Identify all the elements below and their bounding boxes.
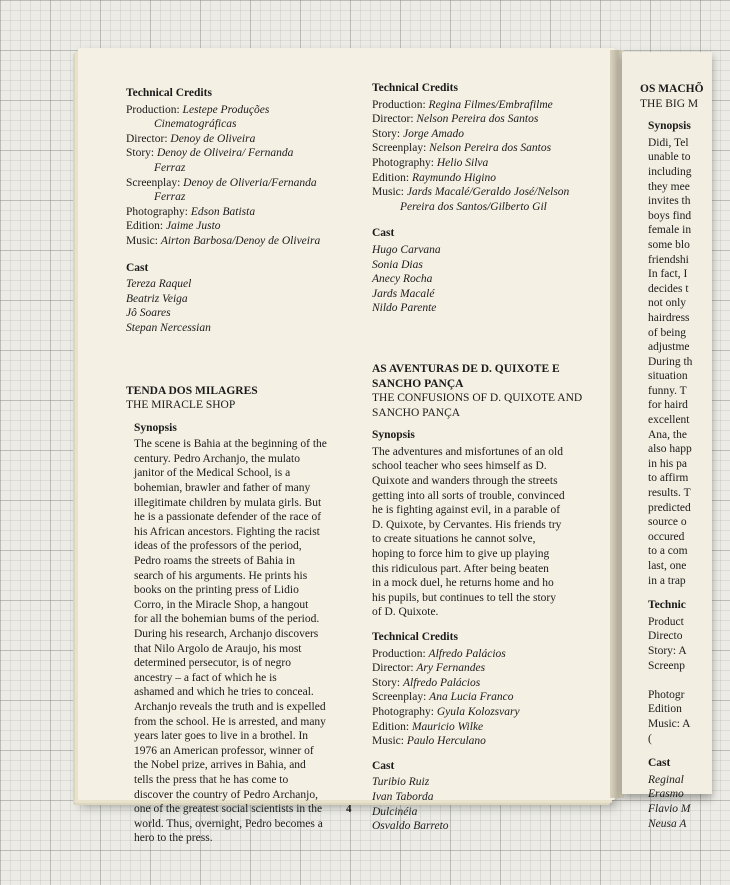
cast-member: Anecy Rocha bbox=[372, 273, 433, 286]
credit-line bbox=[126, 146, 336, 161]
credit-role: Screenplay: bbox=[372, 142, 430, 155]
credit-name: Denoy de Oliveira/ Fernanda bbox=[157, 147, 294, 160]
synopsis-line: During th bbox=[648, 355, 693, 368]
credits-list-2 bbox=[372, 647, 604, 749]
credit-name: Jaime Justo bbox=[165, 220, 221, 233]
credit-name: Jards Macalé/Geraldo José/Nelson bbox=[406, 186, 570, 199]
synopsis-line: he is fighting against evil, in a parable of bbox=[372, 504, 561, 517]
synopsis-line: also happ bbox=[648, 443, 692, 456]
synopsis-line: predicted bbox=[648, 501, 691, 514]
cast-heading: Cast bbox=[126, 261, 149, 274]
cast-member: Ivan Taborda bbox=[372, 790, 434, 803]
film-title-line-2: SANCHO PANÇA bbox=[372, 377, 464, 390]
credit-continuation bbox=[126, 161, 336, 176]
synopsis-line: that Nilo Argolo de Araujo, his most bbox=[134, 642, 302, 655]
credit-continuation bbox=[126, 190, 336, 205]
credit-line bbox=[372, 734, 604, 749]
credit-role: Edition: bbox=[372, 720, 412, 733]
credit-line bbox=[372, 720, 604, 735]
left-page bbox=[78, 48, 615, 845]
credits-heading-2: Technical Credits bbox=[372, 631, 458, 643]
synopsis-line: situation bbox=[648, 370, 688, 383]
synopsis-line: source o bbox=[648, 516, 687, 529]
synopsis-line: female in bbox=[648, 224, 692, 237]
cast-member: Sonia Dias bbox=[372, 258, 423, 271]
synopsis-line: in a mock duel, he returns home and ho bbox=[372, 577, 554, 590]
credit-name: Nelson Pereira dos Santos bbox=[416, 113, 539, 126]
page-number: 4 bbox=[346, 803, 352, 815]
synopsis-line: janitor of the Medical School, is a bbox=[134, 467, 291, 480]
credit-line bbox=[126, 132, 336, 147]
synopsis-text bbox=[134, 437, 336, 846]
credit-line: Music: A bbox=[648, 717, 691, 730]
cast-member: Beatriz Veiga bbox=[126, 292, 188, 305]
credit-role: Photography: bbox=[126, 205, 191, 218]
synopsis-line: from the school. He is arrested, and many bbox=[134, 715, 326, 728]
credit-line bbox=[372, 690, 604, 705]
credit-line: Screenp bbox=[648, 659, 686, 672]
credit-name: Alfredo Palácios bbox=[428, 647, 506, 660]
synopsis-line: in his pa bbox=[648, 457, 687, 470]
credit-name: Lestepe Produções bbox=[182, 103, 270, 116]
synopsis-line: to affirm bbox=[648, 472, 689, 485]
synopsis-line: boys find bbox=[648, 209, 692, 222]
credit-role: Production: bbox=[372, 647, 429, 660]
synopsis-line: discover the country of Pedro Archanjo, bbox=[134, 788, 318, 801]
synopsis-heading: Synopsis bbox=[648, 120, 691, 133]
synopsis-line: decides t bbox=[648, 282, 689, 295]
credit-role: Music: bbox=[372, 735, 407, 748]
credit-line bbox=[126, 176, 336, 191]
credit-line bbox=[372, 661, 604, 676]
credit-line bbox=[372, 112, 604, 127]
credit-line: Story: A bbox=[648, 644, 687, 657]
synopsis-line: in a trap bbox=[648, 574, 686, 587]
right-page bbox=[622, 52, 712, 830]
synopsis-line: 1976 an American professor, winner of bbox=[134, 744, 314, 757]
credit-name: Pereira dos Santos/Gilberto Gil bbox=[400, 200, 547, 213]
cast-member: Reginal bbox=[648, 773, 684, 786]
credit-name: Jorge Amado bbox=[403, 127, 465, 140]
credit-role: Screenplay: bbox=[372, 691, 430, 704]
cast-member: Flavio M bbox=[648, 802, 691, 815]
synopsis-line: ideas of the professors of the period, bbox=[134, 540, 302, 553]
credit-line bbox=[372, 156, 604, 171]
credit-line: Product bbox=[648, 615, 684, 628]
left-column bbox=[126, 86, 336, 846]
credits-heading: Technical Credits bbox=[372, 82, 458, 94]
film-title: TENDA DOS MILAGRES bbox=[126, 384, 258, 397]
synopsis-line: including bbox=[648, 165, 692, 178]
cast-member: Turibio Ruiz bbox=[372, 776, 430, 789]
film-subtitle-line-1: THE CONFUSIONS OF D. QUIXOTE AND bbox=[372, 392, 583, 405]
synopsis-line: Ana, the bbox=[648, 428, 687, 441]
credits-heading: Technical Credits bbox=[126, 87, 212, 99]
cast-heading-2: Cast bbox=[372, 759, 395, 772]
synopsis-line: Didi, Tel bbox=[648, 136, 689, 149]
synopsis-heading: Synopsis bbox=[134, 421, 177, 434]
credit-name: Mauricio Wilke bbox=[411, 720, 484, 733]
credit-line bbox=[372, 676, 604, 691]
cast-member: Stepan Nercessian bbox=[126, 321, 211, 334]
credit-role: Music: bbox=[372, 186, 407, 199]
synopsis-line: In fact, I bbox=[648, 268, 688, 281]
film-subtitle-line-2: SANCHO PANÇA bbox=[372, 406, 461, 419]
synopsis-line: world. Thus, overnight, Pedro becomes a bbox=[134, 817, 323, 830]
synopsis-line: Pedro roams the streets of Bahia in bbox=[134, 555, 295, 568]
synopsis-line: search of his arguments. He prints his bbox=[134, 569, 308, 582]
credit-name: Regina Filmes/Embrafilme bbox=[428, 98, 553, 111]
credit-line: ( bbox=[648, 732, 652, 745]
synopsis-line: adjustme bbox=[648, 341, 690, 354]
credit-continuation bbox=[126, 117, 336, 132]
synopsis-line: bohemian, brawler and father of many bbox=[134, 482, 311, 495]
cast-heading: Cast bbox=[648, 757, 671, 770]
synopsis-line: not only bbox=[648, 297, 687, 310]
cast-list-2 bbox=[372, 775, 604, 833]
synopsis-line: century. Pedro Archanjo, the mulato bbox=[134, 452, 300, 465]
synopsis-text bbox=[372, 445, 604, 620]
credit-name: Ana Lucia Franco bbox=[429, 691, 514, 704]
film-subtitle: THE MIRACLE SHOP bbox=[126, 399, 236, 412]
credit-line bbox=[372, 647, 604, 662]
credit-name: Raymundo Higino bbox=[411, 171, 496, 184]
credit-name: Gyula Kolozsvary bbox=[436, 705, 520, 718]
cast-member: Tereza Raquel bbox=[126, 278, 192, 291]
synopsis-line: school teacher who sees himself as D. bbox=[372, 460, 547, 473]
credit-role: Story: bbox=[372, 127, 403, 140]
synopsis-line: years later goes to live in a brothel. In bbox=[134, 730, 309, 743]
synopsis-line: D. Quixote, by Cervantes. His friends try bbox=[372, 518, 562, 531]
synopsis-line: The adventures and misfortunes of an old bbox=[372, 445, 563, 458]
credit-role: Edition: bbox=[372, 171, 412, 184]
synopsis-line: the Nobel prize, arrives in Bahia, and bbox=[134, 759, 306, 772]
synopsis-line: results. T bbox=[648, 487, 691, 500]
synopsis-line: of being bbox=[648, 326, 687, 339]
credit-line bbox=[372, 141, 604, 156]
credits-list bbox=[372, 98, 604, 215]
credit-name: Denoy de Oliveria/Fernanda bbox=[183, 176, 317, 189]
synopsis-line: During his research, Archanjo discovers bbox=[134, 628, 319, 640]
credit-line bbox=[372, 171, 604, 186]
credit-line bbox=[126, 103, 336, 118]
credit-role: Screenplay: bbox=[126, 176, 184, 189]
synopsis-line: to create situations he cannot solve, bbox=[372, 533, 536, 546]
synopsis-line: ashamed and which he tries to conceal. bbox=[134, 686, 314, 699]
credits-list bbox=[126, 103, 336, 249]
right-page-column bbox=[640, 82, 730, 831]
film-title: OS MACHÕ bbox=[640, 83, 704, 95]
credit-line: Photogr bbox=[648, 688, 685, 701]
synopsis-line: hairdress bbox=[648, 311, 690, 324]
synopsis-line: for haird bbox=[648, 399, 688, 412]
synopsis-line: funny. T bbox=[648, 384, 687, 397]
synopsis-line: determined persecutor, is of negro bbox=[134, 657, 291, 670]
synopsis-line: Quixote and wanders through the streets bbox=[372, 475, 558, 488]
synopsis-line: he is a passionate defender of the race of bbox=[134, 511, 322, 524]
synopsis-line: occured bbox=[648, 530, 685, 543]
credit-line bbox=[372, 185, 604, 200]
credit-line bbox=[372, 98, 604, 113]
synopsis-line: hero to the press. bbox=[134, 832, 213, 845]
credit-name: Ferraz bbox=[154, 161, 186, 174]
synopsis-line: ancestry – a fact of which he is bbox=[134, 671, 277, 684]
credit-name: Helio Silva bbox=[436, 156, 489, 169]
synopsis-text bbox=[648, 136, 730, 588]
synopsis-line: hoping to force him to give up playing bbox=[372, 548, 550, 561]
synopsis-line: The scene is Bahia at the beginning of the bbox=[134, 438, 327, 451]
credit-line bbox=[126, 205, 336, 220]
synopsis-line: of D. Quixote. bbox=[372, 606, 439, 619]
film-title-line-1: AS AVENTURAS DE D. QUIXOTE E bbox=[372, 362, 560, 375]
cast-member: Dulcinéia bbox=[372, 805, 418, 818]
credit-line: Directo bbox=[648, 630, 683, 643]
credit-line: Edition bbox=[648, 703, 682, 716]
credit-line bbox=[126, 219, 336, 234]
synopsis-line: his pupils, but continues to tell the story bbox=[372, 591, 556, 604]
cast-member: Hugo Carvana bbox=[372, 243, 441, 256]
credit-name: Ary Fernandes bbox=[416, 662, 486, 675]
cast-list bbox=[126, 277, 336, 335]
synopsis-line: they mee bbox=[648, 180, 690, 193]
credit-role: Music: bbox=[126, 234, 161, 247]
cast-list bbox=[372, 243, 604, 316]
synopsis-line: books on the printing press of Lidio bbox=[134, 584, 299, 597]
synopsis-line: friendshi bbox=[648, 253, 689, 266]
credits-heading: Technic bbox=[648, 599, 686, 612]
cast-member: Erasmo bbox=[648, 788, 684, 801]
synopsis-line: tells the press that he has come to bbox=[134, 773, 289, 786]
synopsis-line: this ridiculous part. After being beaten bbox=[372, 562, 549, 575]
credit-role: Director: bbox=[372, 662, 417, 675]
credit-line bbox=[372, 127, 604, 142]
cast-member: Neusa A bbox=[648, 817, 687, 830]
credit-role: Production: bbox=[126, 103, 183, 116]
synopsis-line: to a com bbox=[648, 545, 688, 558]
credit-name: Alfredo Palácios bbox=[403, 676, 481, 689]
credit-line bbox=[126, 234, 336, 249]
synopsis-line: for all the bohemian bums of the period. bbox=[134, 613, 320, 626]
credit-role: Production: bbox=[372, 98, 429, 111]
synopsis-line: Corro, in the Miracle Shop, a hangout bbox=[134, 598, 309, 611]
cast-member: Osvaldo Barreto bbox=[372, 820, 449, 833]
film-subtitle: THE BIG M bbox=[640, 97, 699, 110]
synopsis-line: illegitimate children by mulata girls. But bbox=[134, 496, 322, 509]
synopsis-line: his African ancestors. Fighting the racist bbox=[134, 525, 320, 538]
cast-heading: Cast bbox=[372, 227, 395, 240]
credit-role: Photography: bbox=[372, 705, 437, 718]
synopsis-line: unable to bbox=[648, 151, 691, 164]
credit-role: Edition: bbox=[126, 220, 166, 233]
credit-name: Denoy de Oliveira bbox=[170, 132, 256, 145]
credit-line bbox=[648, 673, 730, 688]
cast-list bbox=[648, 773, 730, 831]
credit-name: Edson Batista bbox=[190, 205, 256, 218]
cast-member: Jards Macalé bbox=[372, 287, 435, 300]
credit-continuation bbox=[372, 200, 604, 215]
synopsis-line: last, one bbox=[648, 560, 687, 572]
synopsis-line: some blo bbox=[648, 238, 690, 251]
synopsis-line: Archanjo reveals the truth and is expelled bbox=[134, 700, 326, 713]
right-column bbox=[372, 81, 604, 834]
credit-name: Nelson Pereira dos Santos bbox=[429, 142, 552, 155]
credit-role: Story: bbox=[372, 676, 403, 689]
synopsis-heading: Synopsis bbox=[372, 429, 415, 442]
credit-name: Ferraz bbox=[154, 191, 186, 204]
credit-role: Director: bbox=[372, 113, 417, 126]
credit-name: Paulo Herculano bbox=[406, 735, 486, 748]
cast-member: Nildo Parente bbox=[372, 302, 437, 315]
synopsis-line: excellent bbox=[648, 414, 690, 427]
cast-member: Jô Soares bbox=[126, 307, 171, 320]
synopsis-line: invites th bbox=[648, 195, 691, 208]
credits-list bbox=[648, 615, 730, 746]
credit-role: Director: bbox=[126, 132, 171, 145]
credit-role: Photography: bbox=[372, 156, 437, 169]
credit-name: Cinematográficas bbox=[154, 118, 237, 131]
credit-line bbox=[372, 705, 604, 720]
credit-role: Story: bbox=[126, 147, 157, 160]
synopsis-line: one of the greatest social scientists in the bbox=[134, 803, 323, 816]
credit-name: Airton Barbosa/Denoy de Oliveira bbox=[160, 234, 321, 247]
synopsis-line: getting into all sorts of trouble, convinced bbox=[372, 489, 565, 502]
